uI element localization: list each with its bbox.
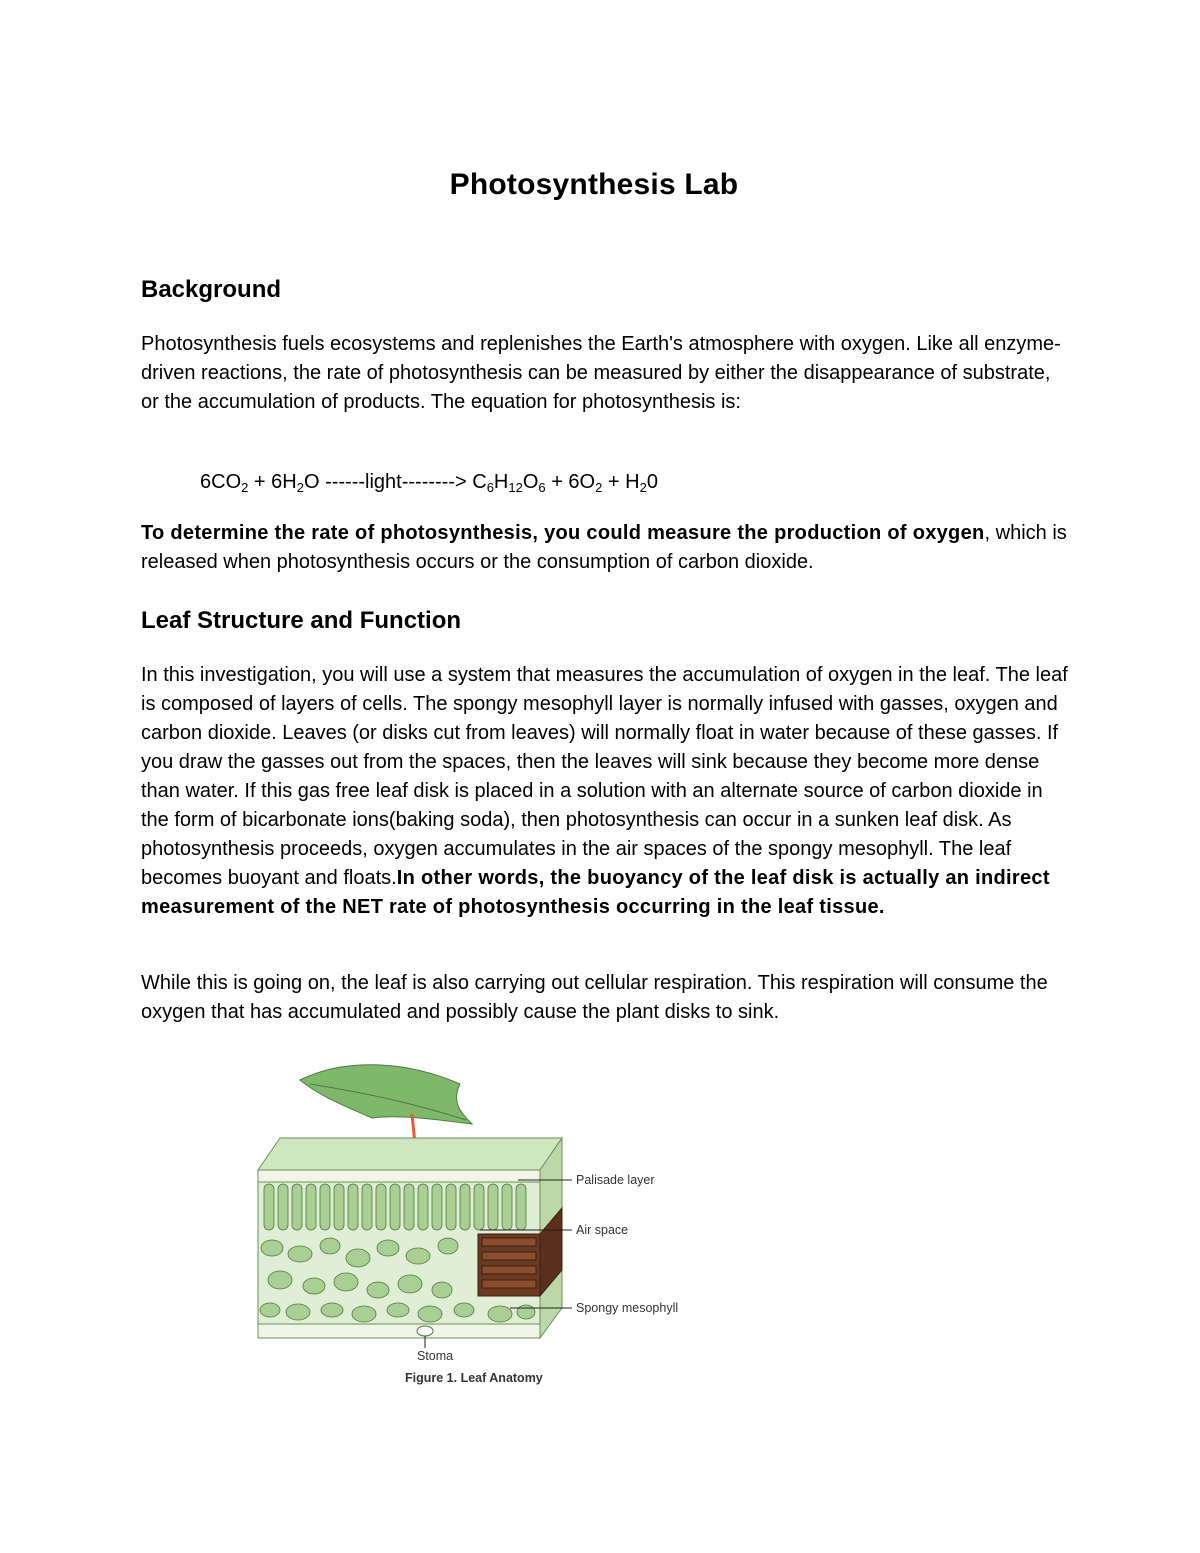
- rate-paragraph: [141, 519, 1071, 577]
- leaf-illustration: [300, 1065, 472, 1124]
- respiration-paragraph: While this is going on, the leaf is also carrying out cellular respiration. This respiration will consume the oxygen that has accumulated and possibly cause the plant disks to sink.: [141, 972, 1048, 1023]
- rate-bold-text: To determine the rate of photosynthesis, you could measure the production of oxygen: [141, 522, 985, 544]
- figure-caption: Figure 1. Leaf Anatomy: [405, 1371, 543, 1385]
- spongy-mesophyll-label: Spongy mesophyll: [576, 1301, 679, 1315]
- background-paragraph: Photosynthesis fuels ecosystems and replenishes the Earth's atmosphere with oxygen. Like all enzyme-driven reactions, the rate of photosynthesis can be measured by either the disappearance of substrate, or the accumulation of products. The equation for photosynthesis is:: [141, 333, 1061, 413]
- leaf-structure-heading: Leaf Structure and Function: [141, 607, 462, 634]
- leaf-anatomy-figure: [250, 1058, 690, 1398]
- background-heading: Background: [141, 276, 282, 303]
- stoma-label: Stoma: [417, 1349, 454, 1363]
- leaf-paragraph-text: In this investigation, you will use a system that measures the accumulation of oxygen in the leaf. The leaf is composed of layers of cells. The spongy mesophyll layer is normally infused with gasses, oxygen and carbon dioxide. Leaves (or disks cut from leaves) will normally float in water because of these gasses. If you draw the gasses out from the spaces, then the leaves will sink because they become more dense than water. If this gas free leaf disk is placed in a solution with an alternate source of carbon dioxide in the form of bicarbonate ions(baking soda), then photosynthesis can occur in a sunken leaf disk. As photosynthesis proceeds, oxygen accumulates in the air spaces of the spongy mesophyll. The leaf becomes buoyant and floats.: [141, 664, 1068, 889]
- rate-rest-text: , which is released when photosynthesis occurs or the consumption of carbon dioxide.: [141, 522, 1067, 573]
- leaf-paragraph: [141, 661, 1071, 922]
- page-title: Photosynthesis Lab: [449, 168, 739, 201]
- air-space-label: Air space: [576, 1223, 629, 1237]
- palisade-layer-label: Palisade layer: [576, 1173, 655, 1187]
- leaf-paragraph-bold-text: In other words, the buoyancy of the leaf disk is actually an indirect measurement of the NET rate of photosynthesis occurring in the leaf tissue.: [141, 867, 1050, 918]
- photosynthesis-equation: $6CO_2 + 6H_2O$ ------light--------> $C_6H_{12}O_6 + 6O_2 + H_20$: [200, 471, 658, 495]
- leaf-anatomy-diagram: [250, 1058, 690, 1398]
